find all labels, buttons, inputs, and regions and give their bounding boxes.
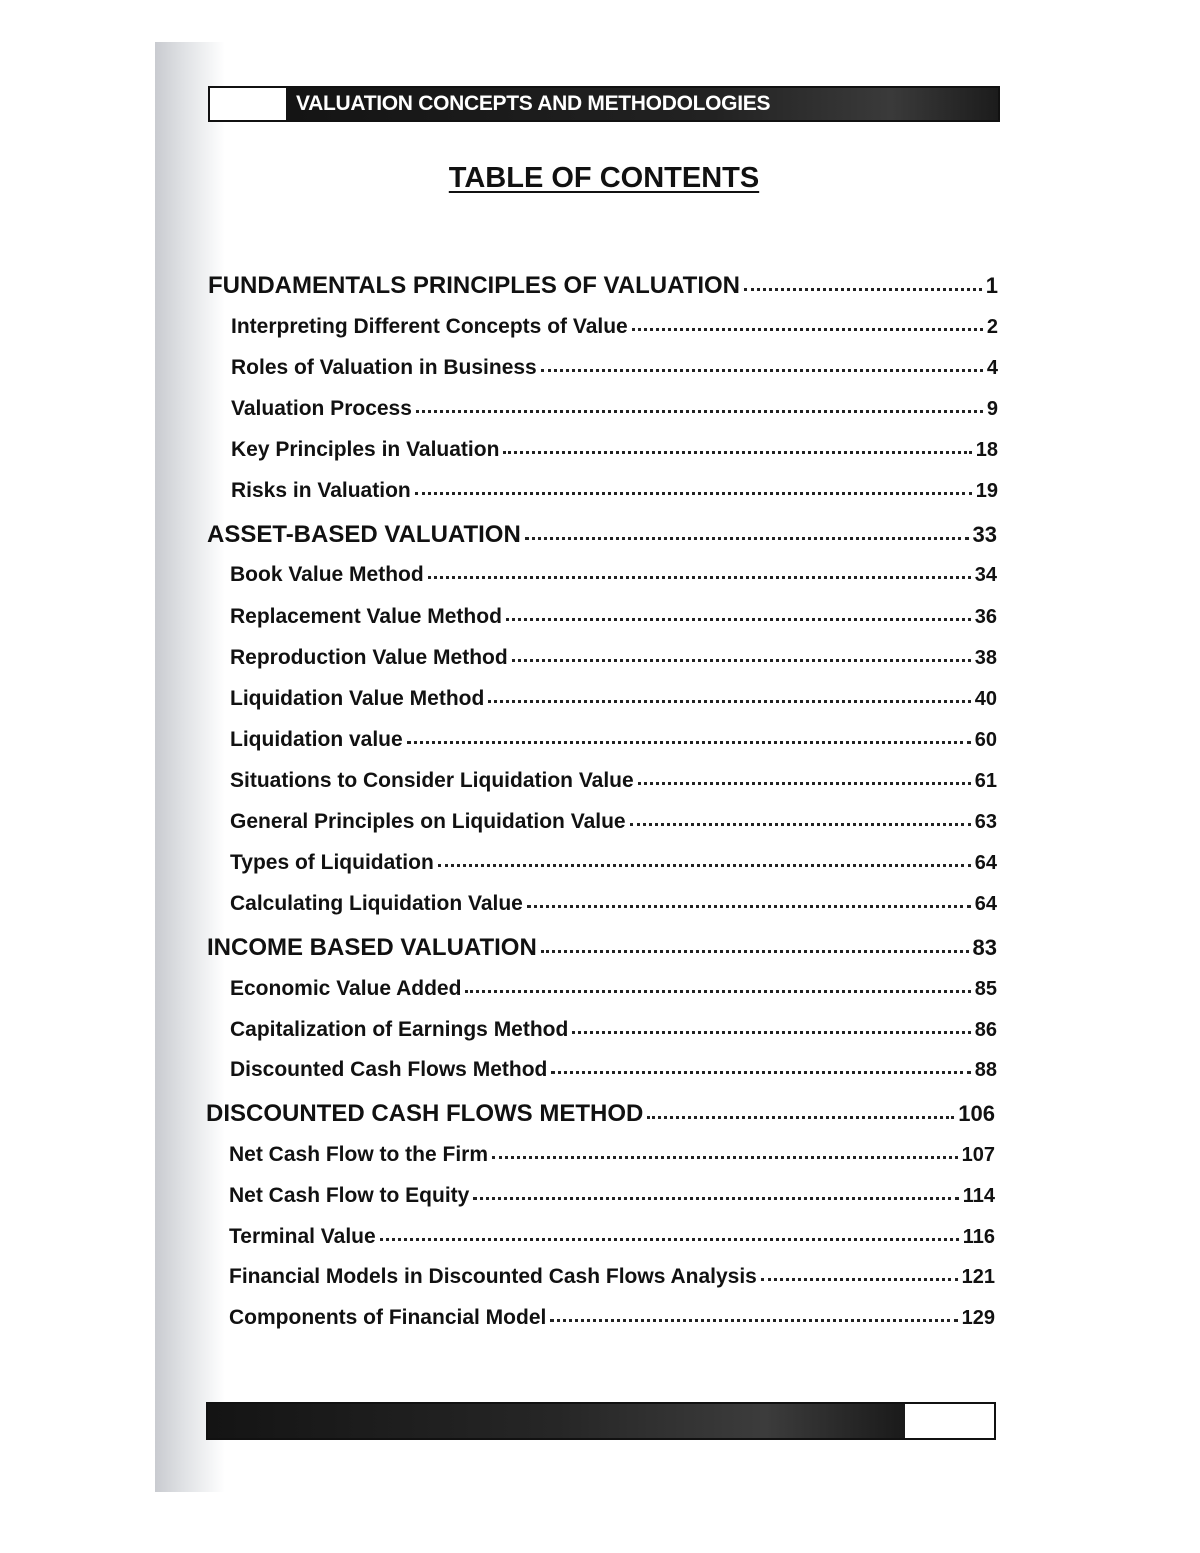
toc-entry-page: 18 <box>975 439 998 461</box>
toc-entry-label: Discounted Cash Flows Method <box>230 1058 548 1081</box>
toc-entry-label: Financial Models in Discounted Cash Flows Analysis <box>229 1265 757 1288</box>
toc-section-entry <box>229 1143 995 1167</box>
toc-entry-label: Liquidation value <box>230 728 403 751</box>
toc-chapter-entry <box>208 272 998 300</box>
footer-bar <box>206 1402 996 1440</box>
toc-section-entry <box>229 1306 995 1330</box>
toc-entry-page: 121 <box>961 1266 995 1288</box>
dot-leader <box>416 410 983 413</box>
toc-section-entry <box>230 1058 997 1082</box>
dot-leader <box>380 1238 959 1241</box>
dot-leader <box>630 823 971 826</box>
dot-leader <box>407 741 971 744</box>
dot-leader <box>744 288 982 291</box>
dot-leader <box>488 700 970 703</box>
toc-chapter-entry <box>207 934 997 962</box>
header-title: VALUATION CONCEPTS AND METHODOLOGIES <box>286 88 998 120</box>
toc-section-entry <box>231 397 998 421</box>
toc-entry-page: 129 <box>961 1307 995 1329</box>
toc-entry-page: 34 <box>974 564 997 586</box>
toc-entry-page: 38 <box>974 647 997 669</box>
toc-entry-page: 2 <box>986 316 998 338</box>
dot-leader <box>551 1071 970 1074</box>
toc-entry-label: INCOME BASED VALUATION <box>207 934 537 961</box>
toc-entry-page: 60 <box>974 729 997 751</box>
toc-section-entry <box>230 605 997 629</box>
toc-entry-label: Book Value Method <box>230 563 424 586</box>
toc-entry-label: Replacement Value Method <box>230 605 502 628</box>
toc-entry-label: FUNDAMENTALS PRINCIPLES OF VALUATION <box>208 272 740 299</box>
toc-section-entry <box>231 479 998 503</box>
dot-leader <box>415 492 972 495</box>
toc-entry-label: Economic Value Added <box>230 977 462 1000</box>
toc-entry-page: 63 <box>974 811 997 833</box>
toc-entry-page: 40 <box>974 688 997 710</box>
toc-chapter-entry <box>206 1100 995 1128</box>
dot-leader <box>512 659 971 662</box>
toc-section-entry <box>229 1265 995 1289</box>
toc-section-entry <box>230 892 997 916</box>
toc-entry-label: Interpreting Different Concepts of Value <box>231 315 628 338</box>
dot-leader <box>473 1197 958 1200</box>
toc-entry-label: Risks in Valuation <box>231 479 411 502</box>
toc-entry-label: Roles of Valuation in Business <box>231 356 537 379</box>
toc-section-entry <box>230 646 997 670</box>
toc-heading: TABLE OF CONTENTS <box>448 162 760 194</box>
toc-section-entry <box>230 1018 997 1042</box>
footer-fill <box>208 1404 905 1438</box>
toc-section-entry <box>230 563 997 587</box>
toc-entry-label: Reproduction Value Method <box>230 646 508 669</box>
toc-entry-page: 36 <box>974 606 997 628</box>
toc-chapter-entry <box>207 521 997 549</box>
toc-entry-page: 64 <box>974 852 997 874</box>
toc-entry-page: 114 <box>962 1185 995 1207</box>
toc-entry-label: General Principles on Liquidation Value <box>230 810 626 833</box>
toc-entry-page: 61 <box>974 770 997 792</box>
toc-entry-page: 116 <box>962 1226 995 1248</box>
toc-entry-label: Valuation Process <box>231 397 412 420</box>
dot-leader <box>428 576 971 579</box>
dot-leader <box>527 905 971 908</box>
toc-entry-label: Terminal Value <box>229 1225 376 1248</box>
toc-entry-label: Calculating Liquidation Value <box>230 892 523 915</box>
dot-leader <box>761 1278 958 1281</box>
toc-entry-page: 106 <box>958 1101 995 1126</box>
toc-entry-page: 85 <box>974 978 997 1000</box>
toc-entry-label: Net Cash Flow to the Firm <box>229 1143 489 1166</box>
toc-section-entry <box>230 977 997 1001</box>
toc-entry-page: 88 <box>974 1059 997 1081</box>
toc-entry-label: DISCOUNTED CASH FLOWS METHOD <box>206 1100 644 1127</box>
toc-entry-page: 107 <box>961 1144 995 1166</box>
dot-leader <box>465 990 970 993</box>
toc-section-entry <box>230 687 997 711</box>
toc-entry-page: 83 <box>972 935 997 960</box>
toc-entry-page: 64 <box>974 893 997 915</box>
dot-leader <box>541 950 969 953</box>
toc-entry-label: Components of Financial Model <box>229 1306 547 1329</box>
dot-leader <box>438 864 971 867</box>
dot-leader <box>492 1156 958 1159</box>
toc-entry-page: 9 <box>986 398 998 420</box>
dot-leader <box>572 1031 970 1034</box>
dot-leader <box>503 451 971 454</box>
dot-leader <box>541 369 983 372</box>
toc-entry-page: 19 <box>975 480 998 502</box>
toc-entry-label: Key Principles in Valuation <box>231 438 500 461</box>
toc-section-entry <box>230 851 997 875</box>
toc-entry-page: 86 <box>974 1019 997 1041</box>
toc-entry-page: 33 <box>972 522 997 547</box>
toc-entry-page: 1 <box>985 273 998 298</box>
toc-entry-label: ASSET-BASED VALUATION <box>207 521 521 548</box>
toc-section-entry <box>230 728 997 752</box>
toc-section-entry <box>230 769 997 793</box>
dot-leader <box>647 1116 954 1119</box>
toc-entry-label: Liquidation Value Method <box>230 687 485 710</box>
toc-section-entry <box>230 810 997 834</box>
toc-section-entry <box>231 438 998 462</box>
dot-leader <box>638 782 971 785</box>
toc-entry-label: Situations to Consider Liquidation Value <box>230 769 634 792</box>
toc-section-entry <box>229 1225 995 1249</box>
dot-leader <box>632 328 983 331</box>
toc-section-entry <box>231 356 998 380</box>
toc-entry-label: Net Cash Flow to Equity <box>229 1184 470 1207</box>
toc-entry-label: Capitalization of Earnings Method <box>230 1018 569 1041</box>
toc-entry-page: 4 <box>986 357 998 379</box>
toc-section-entry <box>231 315 998 339</box>
toc-entry-label: Types of Liquidation <box>230 851 434 874</box>
dot-leader <box>506 618 971 621</box>
dot-leader <box>525 537 969 540</box>
dot-leader <box>550 1319 957 1322</box>
toc-section-entry <box>229 1184 995 1208</box>
